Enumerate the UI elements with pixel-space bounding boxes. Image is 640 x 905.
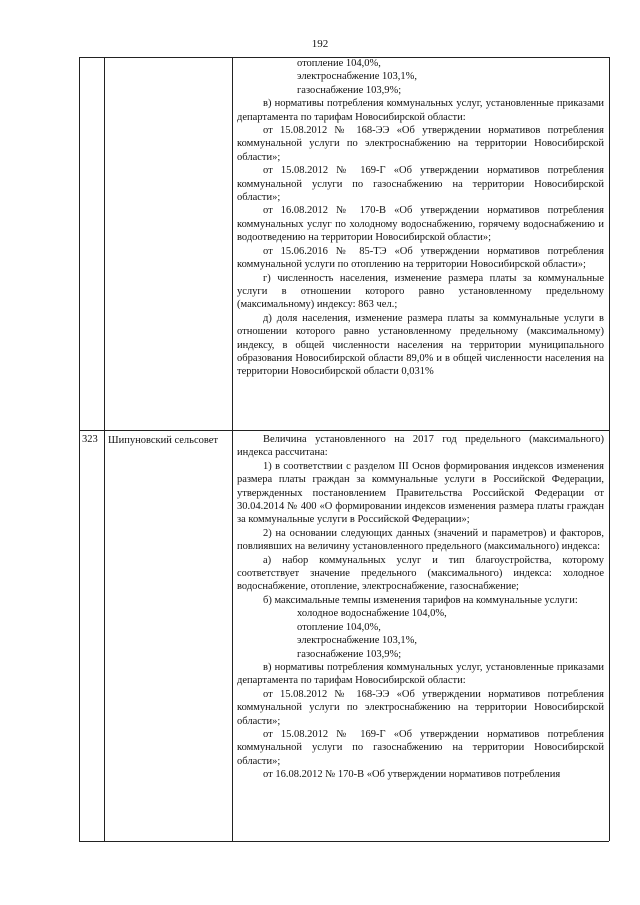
paragraph: от 15.06.2016 № 85-ТЭ «Об утверждении нормативов потребления коммунальной услуги по отоплению на территории Новосибирской области»; [237, 245, 604, 271]
paragraph: от 16.08.2012 № 170-В «Об утверждении нормативов потребления [263, 769, 561, 781]
municipality-name: Шипуновский сельсовет [108, 435, 219, 446]
paragraph: Величина установленного на 2017 год предельного (максимального) индекса рассчитана: [237, 434, 604, 459]
paragraph: в) нормативы потребления коммунальных услуг, установленные приказами департамента по тарифам Новосибирской области: [237, 98, 604, 123]
paragraph: г) численность населения, изменение размера платы за коммунальные услуги в отношении которого равно установленному предельному (максимальному) индексу: 863 чел.; [237, 272, 604, 311]
table-border-bottom [79, 841, 609, 842]
paragraph: от 15.08.2012 № 168-ЭЭ «Об утверждении нормативов потребления коммунальной услуги по электроснабжению на территории Новосибирской области»; [237, 125, 604, 163]
row-323-content [237, 433, 604, 782]
list-item: электроснабжение 103,1%, [297, 71, 417, 83]
paragraph: д) доля населения, изменение размера платы за коммунальные услуги в отношении которого равно установленному предельному (максимальному) индексу, в общей численности населения на территории муниципального образования Новосибирской области 89,0% и в общей численности населения на территории Новосибирской области 0,031% [237, 312, 604, 378]
table-row-divider [79, 430, 609, 431]
list-item: холодное водоснабжение 104,0%, [297, 608, 447, 620]
list-item: электроснабжение 103,1%, [297, 635, 417, 647]
paragraph: а) набор коммунальных услуг и тип благоустройства, которому соответствует значение предельного (максимального) индекса: холодное водоснабжение, отопление, электроснабжение, газоснабжение; [237, 554, 604, 593]
paragraph: от 15.08.2012 № 169-Г «Об утверждении нормативов потребления коммунальной услуги по газоснабжению на территории Новосибирской области»; [237, 728, 604, 767]
row-number: 323 [82, 434, 98, 445]
list-item: газоснабжение 103,9%; [297, 84, 402, 96]
previous-row-content [237, 57, 604, 379]
page-number: 192 [311, 38, 329, 50]
paragraph: от 15.08.2012 № 168-ЭЭ «Об утверждении нормативов потребления коммунальной услуги по электроснабжению на территории Новосибирской области»; [237, 688, 604, 727]
paragraph: от 15.08.2012 № 169-Г «Об утверждении нормативов потребления коммунальной услуги по газоснабжению на территории Новосибирской области»; [237, 165, 604, 204]
paragraph: в) нормативы потребления коммунальных услуг, установленные приказами департамента по тарифам Новосибирской области: [237, 661, 604, 687]
list-item: газоснабжение 103,9%; [297, 648, 402, 660]
paragraph: 2) на основании следующих данных (значений и параметров) и факторов, повлиявших на величину установленного предельного (максимального) индекса: [237, 527, 604, 553]
paragraph: 1) в соответствии с разделом III Основ формирования индексов изменения размера платы граждан за коммунальные услуги в Российской Федерации, утвержденных постановлением Правительства Российской Федерации от 30.04.2014 № 400 «О формировании индексов изменения размера платы граждан за коммунальные услуги в Российской Федерации»; [237, 460, 604, 526]
table-border-left [79, 57, 80, 841]
list-item: отопление 104,0%, [297, 621, 381, 633]
table-column-divider-1 [104, 57, 105, 841]
table-border-right [609, 57, 610, 841]
list-item: отопление 104,0%, [297, 58, 381, 69]
table-column-divider-2 [232, 57, 233, 841]
document-table [79, 57, 609, 841]
paragraph: от 16.08.2012 № 170-В «Об утверждении нормативов потребления коммунальных услуг по холодному водоснабжению, горячему водоснабжению и водоотведению на территории Новосибирской области»; [237, 205, 604, 244]
paragraph: б) максимальные темпы изменения тарифов на коммунальные услуги: [263, 594, 578, 606]
